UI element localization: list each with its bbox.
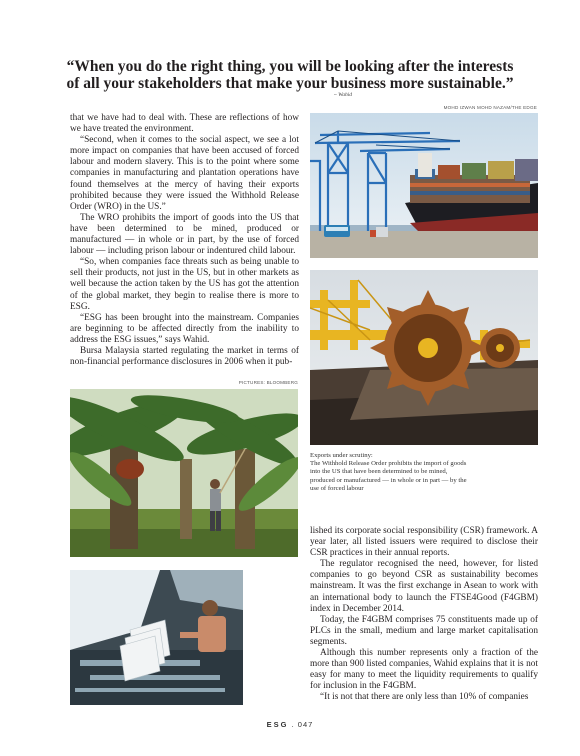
left-column xyxy=(70,113,299,368)
paragraph: lished its corporate social responsibility (CSR) framework. A year later, all listed issuers were required to disclose their CSR practices in their annual reports. xyxy=(310,526,538,559)
bloomberg-credit: PICTURES: BLOOMBERG xyxy=(238,380,298,385)
pull-quote-attribution: ~ Wahid xyxy=(333,92,352,98)
caption-body: The Withhold Release Order prohibits the import of goods into the US that have been determined to be mined, produced or manufactured — in whole or in part — by the use of forced labour xyxy=(310,460,467,492)
page-footer xyxy=(0,720,580,729)
footer-separator: . xyxy=(291,720,295,729)
paragraph: “It is not that there are only less than 10% of companies xyxy=(320,692,529,703)
paragraph: that we have had to deal with. These are reflections of how we have treated the environment. xyxy=(70,113,299,135)
photo-caption xyxy=(310,452,470,493)
ship-photo-credit: MOHD IZWAN MOHD NAZAM/THE EDGE xyxy=(443,105,537,110)
page-number: 047 xyxy=(297,720,314,729)
paragraph: Today, the F4GBM comprises 75 constituents made up of PLCs in the small, medium and large market capitalisation segments. xyxy=(310,614,538,647)
paragraph: The regulator recognised the need, however, for listed companies to go beyond CSR as sustainability becomes mainstream. It was the first exchange in Asean to work with an international body to launch the FTSE4Good (F4GBM) index in December 2014. xyxy=(310,559,538,614)
pull-quote: “When you do the right thing, you will be looking after the interests of all your stakeholders that make your business more sustainable.” xyxy=(66,58,514,92)
paragraph: Bursa Malaysia started regulating the market in terms of non-financial performance disclosures in 2006 when it pub- xyxy=(70,345,299,368)
paragraph: “So, when companies face threats such as being unable to sell their products, not just in the US, but in other markets as well because the action taken by the US has got the attention of the global market, they begin to realise there is more to ESG. xyxy=(70,257,299,312)
container-ship-photo xyxy=(310,113,538,258)
factory-worker-photo xyxy=(70,570,243,705)
palm-oil-harvest-photo xyxy=(70,389,298,557)
caption-heading: Exports under scrutiny: xyxy=(310,452,373,459)
paragraph: Although this number represents only a fraction of the more than 900 listed companies, Wahid explains that it is not easy for many to meet the liquidity requirements to qualify for inclusion in the F4GBM. xyxy=(310,648,538,692)
right-column xyxy=(310,526,538,704)
paragraph: “Second, when it comes to the social aspect, we see a lot more impact on companies that have been accused of forced labour and modern slavery. This is to the point where some companies in manufacturing and plantation operations have found themselves at the mercy of having their exports prohibited because they were issued the Withhold Release Order (WRO) in the US.” xyxy=(70,135,299,212)
footer-section-label: ESG xyxy=(266,720,289,729)
paragraph: The WRO prohibits the import of goods into the US that have been determined to be mined, produced or manufactured — in whole or in part, by the use of forced labour — including prison labour or indentured child labour. xyxy=(70,212,299,257)
paragraph: “ESG has been brought into the mainstream. Companies are beginning to be affected directly from the inability to address the ESG issues,” says Wahid. xyxy=(70,312,299,345)
bucket-wheel-excavator-photo xyxy=(310,270,538,445)
